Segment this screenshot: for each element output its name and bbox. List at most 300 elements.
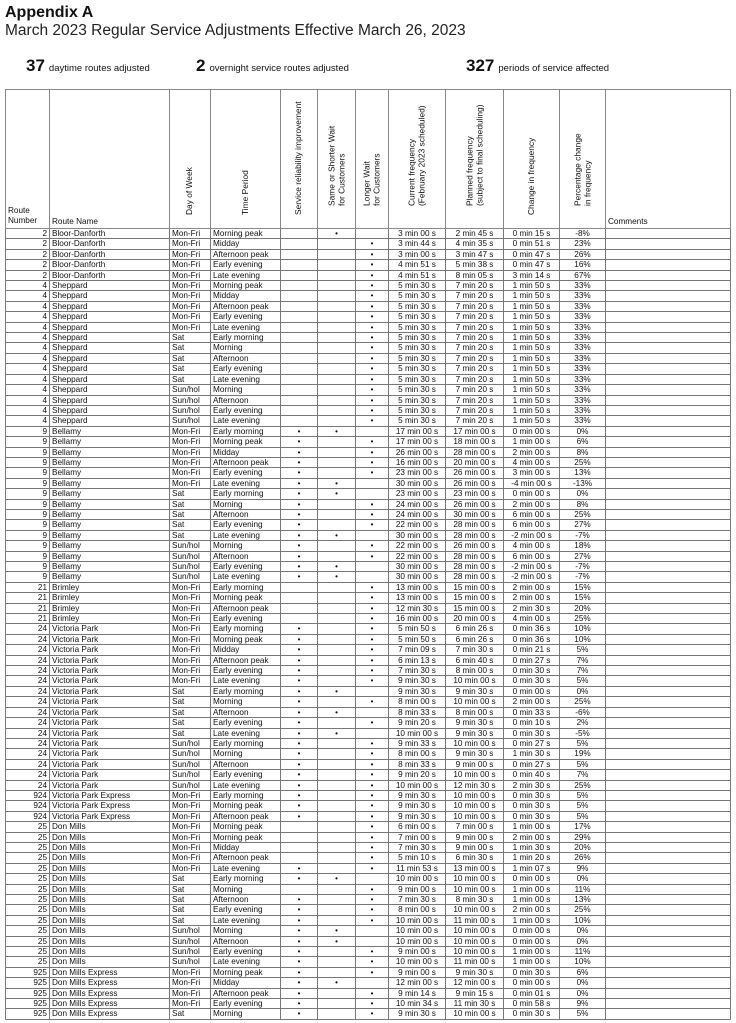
planned-frequency-cell: 28 min 00 s xyxy=(446,520,504,530)
percentage-change-cell: 29% xyxy=(560,832,606,842)
time-period-cell: Midday xyxy=(211,978,281,988)
reliability-marker-cell xyxy=(281,520,318,530)
bullet-marker-icon: • xyxy=(335,936,338,946)
table-row xyxy=(6,822,731,832)
comments-cell xyxy=(606,978,731,988)
table-row xyxy=(6,572,731,582)
planned-frequency-cell: 10 min 00 s xyxy=(446,926,504,936)
planned-frequency-cell: 8 min 05 s xyxy=(446,270,504,280)
bullet-marker-icon: • xyxy=(370,353,374,363)
time-period-cell: Morning peak xyxy=(211,822,281,832)
longer-wait-marker-cell xyxy=(356,811,389,821)
bullet-marker-icon: • xyxy=(297,697,301,707)
current-frequency-cell: 8 min 33 s xyxy=(389,759,446,769)
planned-frequency-cell: 2 min 45 s xyxy=(446,229,504,239)
route-name-cell: Don Mills Express xyxy=(50,988,170,998)
route-number-cell: 24 xyxy=(6,749,50,759)
day-of-week-cell: Mon-Fri xyxy=(170,811,211,821)
bullet-marker-icon: • xyxy=(370,291,374,301)
day-of-week-cell: Sat xyxy=(170,707,211,717)
comments-cell xyxy=(606,895,731,905)
longer-wait-marker-cell xyxy=(356,614,389,624)
header-time-period: Time Period xyxy=(211,90,281,229)
time-period-cell: Morning peak xyxy=(211,801,281,811)
day-of-week-cell: Sat xyxy=(170,374,211,384)
change-frequency-cell: 4 min 00 s xyxy=(504,541,560,551)
time-period-cell: Morning xyxy=(211,697,281,707)
current-frequency-cell: 3 min 44 s xyxy=(389,239,446,249)
comments-cell xyxy=(606,915,731,925)
table-row xyxy=(6,926,731,936)
table-row xyxy=(6,281,731,291)
change-frequency-cell: 1 min 00 s xyxy=(504,957,560,967)
longer-wait-marker-cell xyxy=(356,801,389,811)
percentage-change-cell: 7% xyxy=(560,655,606,665)
change-frequency-cell: 1 min 50 s xyxy=(504,322,560,332)
day-of-week-cell: Sat xyxy=(170,874,211,884)
planned-frequency-cell: 7 min 00 s xyxy=(446,822,504,832)
route-number-cell: 4 xyxy=(6,301,50,311)
route-name-cell: Don Mills xyxy=(50,895,170,905)
percentage-change-cell: 67% xyxy=(560,270,606,280)
same-shorter-marker-cell xyxy=(318,614,356,624)
bullet-marker-icon: • xyxy=(370,749,374,759)
planned-frequency-cell: 7 min 20 s xyxy=(446,333,504,343)
route-number-cell: 925 xyxy=(6,999,50,1009)
time-period-cell: Afternoon peak xyxy=(211,301,281,311)
same-shorter-marker-cell xyxy=(318,582,356,592)
comments-cell xyxy=(606,780,731,790)
stat-value: 327 xyxy=(466,56,495,75)
same-shorter-marker-cell xyxy=(318,447,356,457)
planned-frequency-cell: 7 min 20 s xyxy=(446,395,504,405)
percentage-change-cell: 15% xyxy=(560,593,606,603)
time-period-cell: Late evening xyxy=(211,780,281,790)
comments-cell xyxy=(606,634,731,644)
bullet-marker-icon: • xyxy=(297,790,301,800)
same-shorter-marker-cell xyxy=(318,374,356,384)
comments-cell xyxy=(606,957,731,967)
reliability-marker-cell xyxy=(281,655,318,665)
current-frequency-cell: 5 min 50 s xyxy=(389,624,446,634)
time-period-cell: Late evening xyxy=(211,530,281,540)
route-name-cell: Sheppard xyxy=(50,374,170,384)
table-row xyxy=(6,957,731,967)
bullet-marker-icon: • xyxy=(297,562,301,571)
route-number-cell: 25 xyxy=(6,853,50,863)
comments-cell xyxy=(606,447,731,457)
time-period-cell: Late evening xyxy=(211,270,281,280)
reliability-marker-cell xyxy=(281,260,318,270)
day-of-week-cell: Mon-Fri xyxy=(170,582,211,592)
current-frequency-cell: 9 min 30 s xyxy=(389,676,446,686)
route-name-cell: Don Mills xyxy=(50,832,170,842)
bullet-marker-icon: • xyxy=(370,884,374,894)
planned-frequency-cell: 18 min 00 s xyxy=(446,437,504,447)
change-frequency-cell: 6 min 00 s xyxy=(504,551,560,561)
longer-wait-marker-cell xyxy=(356,697,389,707)
longer-wait-marker-cell xyxy=(356,874,389,884)
comments-cell xyxy=(606,281,731,291)
route-name-cell: Brimley xyxy=(50,614,170,624)
route-number-cell: 9 xyxy=(6,478,50,488)
route-number-cell: 9 xyxy=(6,499,50,509)
planned-frequency-cell: 11 min 00 s xyxy=(446,915,504,925)
route-name-cell: Victoria Park Express xyxy=(50,811,170,821)
reliability-marker-cell xyxy=(281,395,318,405)
percentage-change-cell: -7% xyxy=(560,572,606,582)
day-of-week-cell: Mon-Fri xyxy=(170,593,211,603)
same-shorter-marker-cell xyxy=(318,322,356,332)
route-number-cell: 9 xyxy=(6,530,50,540)
day-of-week-cell: Sat xyxy=(170,530,211,540)
current-frequency-cell: 7 min 00 s xyxy=(389,832,446,842)
table-row xyxy=(6,489,731,499)
table-row xyxy=(6,666,731,676)
time-period-cell: Morning peak xyxy=(211,832,281,842)
reliability-marker-cell xyxy=(281,489,318,499)
same-shorter-marker-cell xyxy=(318,822,356,832)
route-number-cell: 24 xyxy=(6,718,50,728)
time-period-cell: Early morning xyxy=(211,686,281,696)
reliability-marker-cell xyxy=(281,301,318,311)
header-change-frequency: Change in frequency xyxy=(504,90,560,229)
percentage-change-cell: 11% xyxy=(560,884,606,894)
route-name-cell: Bloor-Danforth xyxy=(50,260,170,270)
bullet-marker-icon: • xyxy=(370,957,374,967)
change-frequency-cell: 0 min 01 s xyxy=(504,988,560,998)
planned-frequency-cell: 28 min 00 s xyxy=(446,447,504,457)
planned-frequency-cell: 7 min 20 s xyxy=(446,281,504,291)
time-period-cell: Early morning xyxy=(211,874,281,884)
table-row xyxy=(6,697,731,707)
route-number-cell: 25 xyxy=(6,863,50,873)
table-header-row xyxy=(6,90,731,229)
route-number-cell: 25 xyxy=(6,832,50,842)
planned-frequency-cell: 8 min 30 s xyxy=(446,895,504,905)
table-row xyxy=(6,770,731,780)
change-frequency-cell: 1 min 50 s xyxy=(504,291,560,301)
percentage-change-cell: -5% xyxy=(560,728,606,738)
current-frequency-cell: 30 min 00 s xyxy=(389,562,446,572)
day-of-week-cell: Sun/hol xyxy=(170,385,211,395)
time-period-cell: Early morning xyxy=(211,738,281,748)
percentage-change-cell: 33% xyxy=(560,385,606,395)
current-frequency-cell: 9 min 20 s xyxy=(389,770,446,780)
same-shorter-marker-cell xyxy=(318,999,356,1009)
bullet-marker-icon: • xyxy=(370,988,374,998)
bullet-marker-icon: • xyxy=(370,333,374,343)
time-period-cell: Afternoon xyxy=(211,551,281,561)
reliability-marker-cell xyxy=(281,270,318,280)
current-frequency-cell: 10 min 00 s xyxy=(389,874,446,884)
planned-frequency-cell: 10 min 00 s xyxy=(446,1009,504,1019)
longer-wait-marker-cell xyxy=(356,281,389,291)
comments-cell xyxy=(606,770,731,780)
same-shorter-marker-cell xyxy=(318,863,356,873)
table-row xyxy=(6,447,731,457)
table-row xyxy=(6,249,731,259)
comments-cell xyxy=(606,738,731,748)
change-frequency-cell: 1 min 50 s xyxy=(504,364,560,374)
bullet-marker-icon: • xyxy=(297,478,301,488)
comments-cell xyxy=(606,666,731,676)
day-of-week-cell: Mon-Fri xyxy=(170,853,211,863)
reliability-marker-cell xyxy=(281,811,318,821)
comments-cell xyxy=(606,478,731,488)
time-period-cell: Afternoon peak xyxy=(211,457,281,467)
longer-wait-marker-cell xyxy=(356,884,389,894)
time-period-cell: Late evening xyxy=(211,374,281,384)
table-row xyxy=(6,842,731,852)
current-frequency-cell: 12 min 00 s xyxy=(389,978,446,988)
table-row xyxy=(6,364,731,374)
current-frequency-cell: 5 min 30 s xyxy=(389,312,446,322)
percentage-change-cell: 27% xyxy=(560,551,606,561)
longer-wait-marker-cell xyxy=(356,947,389,957)
planned-frequency-cell: 9 min 30 s xyxy=(446,728,504,738)
day-of-week-cell: Sun/hol xyxy=(170,780,211,790)
planned-frequency-cell: 20 min 00 s xyxy=(446,457,504,467)
day-of-week-cell: Sun/hol xyxy=(170,405,211,415)
percentage-change-cell: 0% xyxy=(560,926,606,936)
bullet-marker-icon: • xyxy=(297,530,301,540)
reliability-marker-cell xyxy=(281,666,318,676)
time-period-cell: Early evening xyxy=(211,520,281,530)
same-shorter-marker-cell xyxy=(318,905,356,915)
time-period-cell: Morning peak xyxy=(211,967,281,977)
same-shorter-marker-cell xyxy=(318,291,356,301)
route-name-cell: Bellamy xyxy=(50,551,170,561)
percentage-change-cell: 26% xyxy=(560,853,606,863)
reliability-marker-cell xyxy=(281,832,318,842)
bullet-marker-icon: • xyxy=(297,686,301,696)
route-name-cell: Brimley xyxy=(50,603,170,613)
reliability-marker-cell xyxy=(281,312,318,322)
bullet-marker-icon: • xyxy=(370,468,374,478)
longer-wait-marker-cell xyxy=(356,343,389,353)
route-number-cell: 25 xyxy=(6,947,50,957)
comments-cell xyxy=(606,416,731,426)
time-period-cell: Late evening xyxy=(211,478,281,488)
route-number-cell: 4 xyxy=(6,364,50,374)
route-name-cell: Bellamy xyxy=(50,457,170,467)
planned-frequency-cell: 26 min 00 s xyxy=(446,478,504,488)
longer-wait-marker-cell xyxy=(356,957,389,967)
comments-cell xyxy=(606,229,731,239)
current-frequency-cell: 5 min 30 s xyxy=(389,343,446,353)
change-frequency-cell: 2 min 00 s xyxy=(504,582,560,592)
reliability-marker-cell xyxy=(281,718,318,728)
longer-wait-marker-cell xyxy=(356,832,389,842)
bullet-marker-icon: • xyxy=(370,905,374,915)
time-period-cell: Early evening xyxy=(211,718,281,728)
reliability-marker-cell xyxy=(281,1009,318,1019)
time-period-cell: Midday xyxy=(211,842,281,852)
percentage-change-cell: 0% xyxy=(560,874,606,884)
percentage-change-cell: 33% xyxy=(560,364,606,374)
day-of-week-cell: Sat xyxy=(170,333,211,343)
same-shorter-marker-cell xyxy=(318,832,356,842)
percentage-change-cell: 33% xyxy=(560,322,606,332)
change-frequency-cell: 0 min 00 s xyxy=(504,426,560,436)
longer-wait-marker-cell xyxy=(356,707,389,717)
route-number-cell: 25 xyxy=(6,936,50,946)
percentage-change-cell: 33% xyxy=(560,395,606,405)
planned-frequency-cell: 17 min 00 s xyxy=(446,426,504,436)
percentage-change-cell: 5% xyxy=(560,645,606,655)
bullet-marker-icon: • xyxy=(297,749,301,759)
bullet-marker-icon: • xyxy=(370,405,374,415)
route-name-cell: Sheppard xyxy=(50,364,170,374)
table-row xyxy=(6,260,731,270)
day-of-week-cell: Sat xyxy=(170,718,211,728)
reliability-marker-cell xyxy=(281,645,318,655)
bullet-marker-icon: • xyxy=(297,738,301,748)
reliability-marker-cell xyxy=(281,478,318,488)
change-frequency-cell: 2 min 00 s xyxy=(504,832,560,842)
table-row xyxy=(6,582,731,592)
time-period-cell: Early evening xyxy=(211,260,281,270)
planned-frequency-cell: 7 min 20 s xyxy=(446,364,504,374)
same-shorter-marker-cell xyxy=(318,978,356,988)
time-period-cell: Morning xyxy=(211,884,281,894)
comments-cell xyxy=(606,562,731,572)
comments-cell xyxy=(606,822,731,832)
stat-label: overnight service routes adjusted xyxy=(209,63,349,74)
table-row xyxy=(6,749,731,759)
table-row xyxy=(6,832,731,842)
route-name-cell: Victoria Park xyxy=(50,780,170,790)
current-frequency-cell: 13 min 00 s xyxy=(389,582,446,592)
planned-frequency-cell: 13 min 00 s xyxy=(446,863,504,873)
reliability-marker-cell xyxy=(281,780,318,790)
percentage-change-cell: 25% xyxy=(560,697,606,707)
table-row xyxy=(6,790,731,800)
day-of-week-cell: Sat xyxy=(170,905,211,915)
reliability-marker-cell xyxy=(281,333,318,343)
longer-wait-marker-cell xyxy=(356,426,389,436)
bullet-marker-icon: • xyxy=(370,915,374,925)
time-period-cell: Afternoon xyxy=(211,395,281,405)
day-of-week-cell: Mon-Fri xyxy=(170,301,211,311)
time-period-cell: Early morning xyxy=(211,426,281,436)
day-of-week-cell: Sun/hol xyxy=(170,738,211,748)
planned-frequency-cell: 7 min 20 s xyxy=(446,416,504,426)
same-shorter-marker-cell xyxy=(318,593,356,603)
bullet-marker-icon: • xyxy=(297,978,301,988)
bullet-marker-icon: • xyxy=(370,364,374,374)
longer-wait-marker-cell xyxy=(356,260,389,270)
same-shorter-marker-cell xyxy=(318,249,356,259)
planned-frequency-cell: 10 min 00 s xyxy=(446,947,504,957)
bullet-marker-icon: • xyxy=(370,967,374,977)
planned-frequency-cell: 12 min 00 s xyxy=(446,978,504,988)
route-number-cell: 24 xyxy=(6,780,50,790)
day-of-week-cell: Sun/hol xyxy=(170,416,211,426)
reliability-marker-cell xyxy=(281,707,318,717)
route-number-cell: 24 xyxy=(6,707,50,717)
longer-wait-marker-cell xyxy=(356,530,389,540)
route-number-cell: 24 xyxy=(6,759,50,769)
current-frequency-cell: 5 min 30 s xyxy=(389,364,446,374)
current-frequency-cell: 22 min 00 s xyxy=(389,551,446,561)
route-number-cell: 24 xyxy=(6,666,50,676)
bullet-marker-icon: • xyxy=(297,447,301,457)
same-shorter-marker-cell xyxy=(318,312,356,322)
table-row xyxy=(6,676,731,686)
planned-frequency-cell: 11 min 00 s xyxy=(446,957,504,967)
bullet-marker-icon: • xyxy=(297,957,301,967)
comments-cell xyxy=(606,541,731,551)
route-number-cell: 24 xyxy=(6,676,50,686)
table-row xyxy=(6,416,731,426)
current-frequency-cell: 8 min 00 s xyxy=(389,697,446,707)
reliability-marker-cell xyxy=(281,895,318,905)
current-frequency-cell: 9 min 20 s xyxy=(389,718,446,728)
longer-wait-marker-cell xyxy=(356,863,389,873)
table-row xyxy=(6,853,731,863)
route-name-cell: Victoria Park Express xyxy=(50,790,170,800)
change-frequency-cell: 0 min 30 s xyxy=(504,728,560,738)
same-shorter-marker-cell xyxy=(318,790,356,800)
planned-frequency-cell: 6 min 40 s xyxy=(446,655,504,665)
bullet-marker-icon: • xyxy=(297,780,301,790)
bullet-marker-icon: • xyxy=(297,905,301,915)
planned-frequency-cell: 9 min 30 s xyxy=(446,686,504,696)
change-frequency-cell: -2 min 00 s xyxy=(504,562,560,572)
time-period-cell: Early evening xyxy=(211,770,281,780)
same-shorter-marker-cell xyxy=(318,728,356,738)
longer-wait-marker-cell xyxy=(356,1009,389,1019)
bullet-marker-icon: • xyxy=(370,697,374,707)
table-row xyxy=(6,437,731,447)
same-shorter-marker-cell xyxy=(318,468,356,478)
percentage-change-cell: 8% xyxy=(560,447,606,457)
change-frequency-cell: 2 min 00 s xyxy=(504,697,560,707)
longer-wait-marker-cell xyxy=(356,593,389,603)
percentage-change-cell: 33% xyxy=(560,301,606,311)
same-shorter-marker-cell xyxy=(318,229,356,239)
route-name-cell: Sheppard xyxy=(50,301,170,311)
change-frequency-cell: 1 min 30 s xyxy=(504,842,560,852)
route-number-cell: 9 xyxy=(6,520,50,530)
longer-wait-marker-cell xyxy=(356,499,389,509)
time-period-cell: Morning xyxy=(211,749,281,759)
table-row xyxy=(6,562,731,572)
longer-wait-marker-cell xyxy=(356,853,389,863)
bullet-marker-icon: • xyxy=(370,666,374,676)
change-frequency-cell: 1 min 00 s xyxy=(504,895,560,905)
route-number-cell: 21 xyxy=(6,593,50,603)
table-row xyxy=(6,728,731,738)
route-name-cell: Don Mills Express xyxy=(50,1009,170,1019)
same-shorter-marker-cell xyxy=(318,385,356,395)
time-period-cell: Morning xyxy=(211,343,281,353)
longer-wait-marker-cell xyxy=(356,509,389,519)
change-frequency-cell: -4 min 00 s xyxy=(504,478,560,488)
longer-wait-marker-cell xyxy=(356,468,389,478)
bullet-marker-icon: • xyxy=(370,676,374,686)
same-shorter-marker-cell xyxy=(318,541,356,551)
reliability-marker-cell xyxy=(281,801,318,811)
comments-cell xyxy=(606,291,731,301)
table-row xyxy=(6,520,731,530)
change-frequency-cell: 1 min 50 s xyxy=(504,301,560,311)
bullet-marker-icon: • xyxy=(297,624,301,634)
route-number-cell: 25 xyxy=(6,822,50,832)
bullet-marker-icon: • xyxy=(335,728,338,738)
